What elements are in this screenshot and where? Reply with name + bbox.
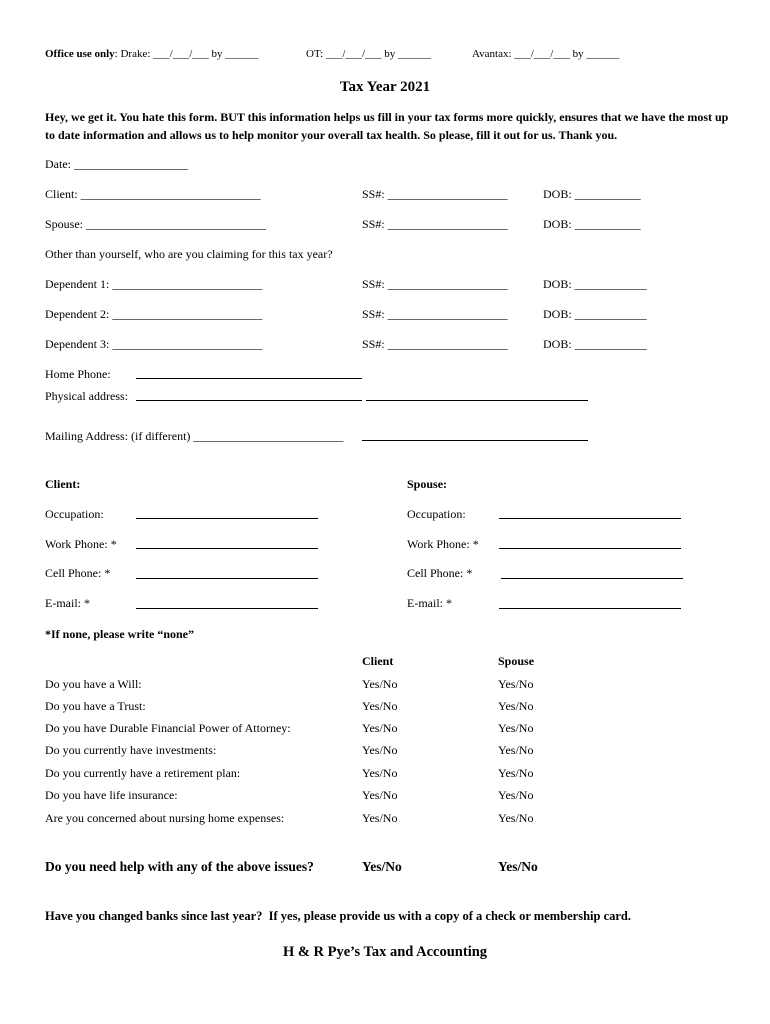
client-cell-phone-label: Cell Phone: * xyxy=(45,566,111,580)
question-label: Do you currently have a retirement plan: xyxy=(45,766,241,780)
question-spouse-answer[interactable]: Yes/No xyxy=(498,766,534,780)
home-phone-line[interactable] xyxy=(136,378,362,379)
questions-spouse-header: Spouse xyxy=(498,654,535,668)
mailing-address-field[interactable]: Mailing Address: (if different) _________________________ xyxy=(45,429,344,443)
dependent-ss-field[interactable]: SS#: ____________________ xyxy=(362,307,508,321)
spouse-dob-field[interactable]: DOB: ___________ xyxy=(543,217,641,231)
question-spouse-answer[interactable]: Yes/No xyxy=(498,699,534,713)
spouse-work-phone-label: Work Phone: * xyxy=(407,537,479,551)
question-spouse-answer[interactable]: Yes/No xyxy=(498,811,534,825)
help-question: Do you need help with any of the above issues? xyxy=(45,859,314,874)
question-client-answer[interactable]: Yes/No xyxy=(362,811,398,825)
spouse-cell-phone-label: Cell Phone: * xyxy=(407,566,473,580)
intro-paragraph: Hey, we get it. You hate this form. BUT this information helps us fill in your tax forms more quickly, ensures that we have the most up to date information and allows us to help monitor your overall tax health. So please, fill it out for us. Thank you. xyxy=(45,110,729,142)
office-use-label: Office use only xyxy=(45,48,115,60)
footer-company-name: H & R Pye’s Tax and Accounting xyxy=(282,944,488,960)
dependent-dob-field[interactable]: DOB: ____________ xyxy=(543,337,647,351)
client-name-field[interactable]: Client: ______________________________ xyxy=(45,187,261,201)
spouse-email-label: E-mail: * xyxy=(407,596,452,610)
spouse-occupation-label: Occupation: xyxy=(407,507,466,521)
physical-address-line-2[interactable] xyxy=(366,400,588,401)
help-spouse-answer[interactable]: Yes/No xyxy=(498,859,538,874)
dependent-ss-field[interactable]: SS#: ____________________ xyxy=(362,277,508,291)
mailing-address-line-2[interactable] xyxy=(362,440,588,441)
spouse-section-heading: Spouse: xyxy=(407,477,448,491)
question-spouse-answer[interactable]: Yes/No xyxy=(498,721,534,735)
question-label: Do you currently have investments: xyxy=(45,743,217,757)
spouse-email-line[interactable] xyxy=(499,608,681,609)
dependent-dob-field[interactable]: DOB: ____________ xyxy=(543,277,647,291)
question-label: Do you have a Will: xyxy=(45,677,142,691)
spouse-work-phone-line[interactable] xyxy=(499,548,681,549)
question-client-answer[interactable]: Yes/No xyxy=(362,743,398,757)
physical-address-label: Physical address: xyxy=(45,389,128,403)
client-work-phone-line[interactable] xyxy=(136,548,318,549)
spouse-cell-phone-line[interactable] xyxy=(501,578,683,579)
dependents-question: Other than yourself, who are you claiming for this tax year? xyxy=(45,247,333,261)
dependent-name-field[interactable]: Dependent 1: _________________________ xyxy=(45,277,263,291)
avantax-field[interactable]: Avantax: ___/___/___ by ______ xyxy=(472,48,620,60)
client-cell-phone-line[interactable] xyxy=(136,578,318,579)
dependent-ss-field[interactable]: SS#: ____________________ xyxy=(362,337,508,351)
questions-client-header: Client xyxy=(362,654,394,668)
client-dob-field[interactable]: DOB: ___________ xyxy=(543,187,641,201)
client-ss-field[interactable]: SS#: ____________________ xyxy=(362,187,508,201)
question-client-answer[interactable]: Yes/No xyxy=(362,766,398,780)
question-label: Do you have life insurance: xyxy=(45,788,178,802)
dependent-dob-field[interactable]: DOB: ____________ xyxy=(543,307,647,321)
help-client-answer[interactable]: Yes/No xyxy=(362,859,402,874)
client-occupation-label: Occupation: xyxy=(45,507,104,521)
client-occupation-line[interactable] xyxy=(136,518,318,519)
question-client-answer[interactable]: Yes/No xyxy=(362,721,398,735)
question-label: Do you have a Trust: xyxy=(45,699,146,713)
question-client-answer[interactable]: Yes/No xyxy=(362,699,398,713)
question-client-answer[interactable]: Yes/No xyxy=(362,788,398,802)
none-note: *If none, please write “none” xyxy=(45,627,194,641)
question-client-answer[interactable]: Yes/No xyxy=(362,677,398,691)
dependent-name-field[interactable]: Dependent 2: _________________________ xyxy=(45,307,263,321)
spouse-name-field[interactable]: Spouse: ______________________________ xyxy=(45,217,267,231)
date-field[interactable]: Date: ___________________ xyxy=(45,157,188,171)
question-spouse-answer[interactable]: Yes/No xyxy=(498,788,534,802)
client-email-line[interactable] xyxy=(136,608,318,609)
client-work-phone-label: Work Phone: * xyxy=(45,537,117,551)
drake-field[interactable]: : Drake: ___/___/___ by ______ xyxy=(114,48,259,60)
spouse-ss-field[interactable]: SS#: ____________________ xyxy=(362,217,508,231)
office-use-line xyxy=(45,47,258,61)
question-spouse-answer[interactable]: Yes/No xyxy=(498,743,534,757)
question-label: Are you concerned about nursing home expenses: xyxy=(45,811,285,825)
client-email-label: E-mail: * xyxy=(45,596,90,610)
spouse-occupation-line[interactable] xyxy=(499,518,681,519)
home-phone-label: Home Phone: xyxy=(45,367,111,381)
dependent-name-field[interactable]: Dependent 3: _________________________ xyxy=(45,337,263,351)
client-section-heading: Client: xyxy=(45,477,81,491)
physical-address-line[interactable] xyxy=(136,400,362,401)
question-label: Do you have Durable Financial Power of Attorney: xyxy=(45,721,291,735)
page-title: Tax Year 2021 xyxy=(339,79,431,95)
question-spouse-answer[interactable]: Yes/No xyxy=(498,677,534,691)
banks-question: Have you changed banks since last year? If yes, please provide us with a copy of a check or membership card. xyxy=(45,909,631,923)
ot-field[interactable]: OT: ___/___/___ by ______ xyxy=(306,48,432,60)
